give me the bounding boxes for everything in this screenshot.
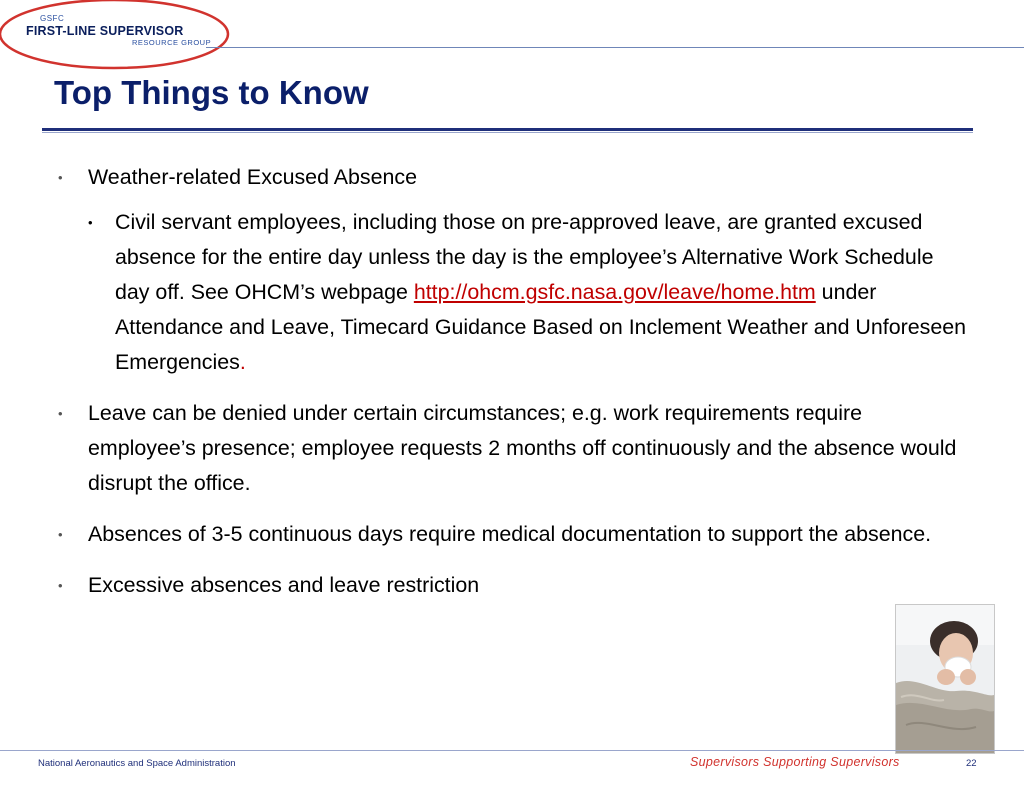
sub-bullet-item (88, 205, 968, 380)
bullet-icon: • (58, 527, 63, 542)
sub-bullet-period: . (239, 350, 246, 374)
header-divider (206, 47, 1024, 48)
bullet-icon: • (58, 406, 63, 421)
sub-bullet-icon: • (88, 215, 93, 230)
footer-org-name: National Aeronautics and Space Administration (38, 758, 236, 769)
bullet-item (58, 160, 968, 380)
bullet-text: Excessive absences and leave restriction (88, 573, 480, 597)
page-number: 22 (966, 758, 977, 769)
sick-person-photo (895, 604, 995, 754)
bullet-item (58, 568, 968, 603)
sick-person-image-icon (896, 605, 994, 753)
slide-title: Top Things to Know (54, 74, 369, 111)
ohcm-leave-link[interactable]: http://ohcm.gsfc.nasa.gov/leave/home.htm (413, 280, 816, 304)
title-underline (42, 128, 973, 131)
footer-divider (0, 750, 1024, 751)
bullet-text: Leave can be denied under certain circumstances; e.g. work requirements require employee’s presence; employee requests 2 months off continuously and the absence would disrupt the office. (88, 401, 957, 495)
bullet-list (58, 160, 968, 619)
bullet-text: Weather-related Excused Absence (88, 165, 417, 189)
title-underline-thin (42, 132, 973, 133)
logo-name: FIRST-LINE SUPERVISOR (26, 24, 184, 38)
bullet-item (58, 396, 968, 501)
bullet-text: Absences of 3-5 continuous days require medical documentation to support the absence. (88, 522, 932, 546)
bullet-icon: • (58, 170, 63, 185)
bullet-item (58, 517, 968, 552)
logo-subtitle: RESOURCE GROUP (132, 38, 212, 47)
footer-tagline: Supervisors Supporting Supervisors (690, 755, 900, 769)
logo-org: GSFC (40, 14, 65, 23)
sub-bullet-text: Civil servant employees, including those on pre-approved leave, are granted excused absence for the entire day unless the day is the employee’s Alternative Work Schedule day off. See OHCM’s webpage (115, 210, 934, 304)
bullet-icon: • (58, 578, 63, 593)
logo (0, 0, 240, 72)
sub-bullet-text-continued: under Attendance and Leave, Timecard Guidance Based on Inclement Weather and Unforeseen Emergencies (115, 280, 967, 374)
